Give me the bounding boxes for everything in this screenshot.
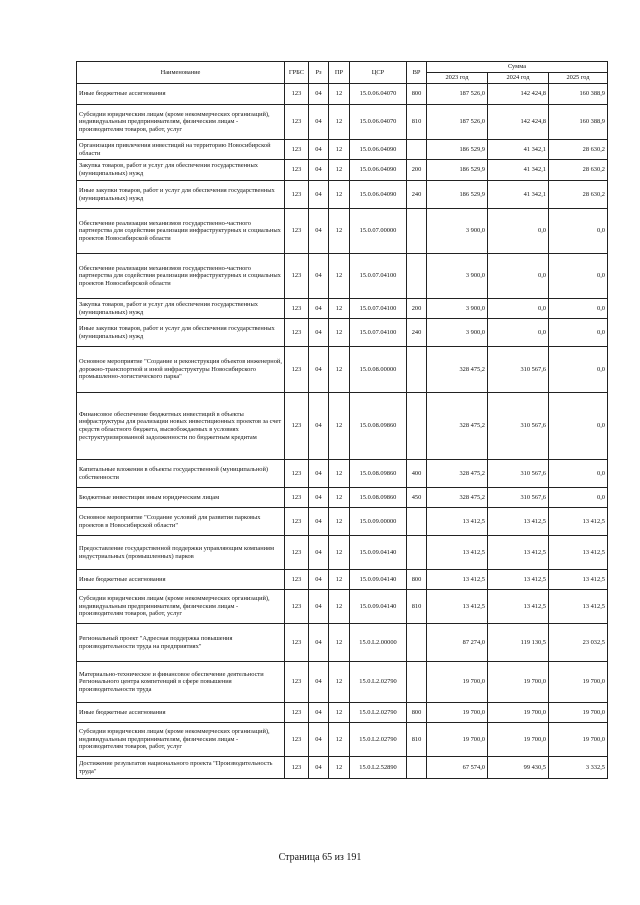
row-csr: 15.0.07.04100 [350,319,407,347]
row-csr: 15.0.06.04090 [350,181,407,209]
row-grbs: 123 [285,105,309,140]
row-vr [407,662,427,703]
row-sum-2024: 13 412,5 [488,570,549,590]
row-name: Бюджетные инвестиции иным юридическим лицам [77,488,285,508]
row-pr: 12 [329,508,350,536]
row-sum-2025: 0,0 [549,393,608,460]
row-name: Капитальные вложения в объекты государственной (муниципальной) собственности [77,460,285,488]
row-pr: 12 [329,140,350,160]
row-pr: 12 [329,254,350,299]
row-sum-2025: 160 388,9 [549,84,608,105]
row-pr: 12 [329,703,350,723]
row-vr: 450 [407,488,427,508]
row-sum-2024: 19 700,0 [488,723,549,757]
row-csr: 15.0.06.04070 [350,105,407,140]
row-sum-2025: 13 412,5 [549,570,608,590]
row-name: Закупка товаров, работ и услуг для обеспечения государственных (муниципальных) нужд [77,160,285,181]
row-pr: 12 [329,84,350,105]
row-csr: 15.0.09.04140 [350,536,407,570]
row-sum-2025: 0,0 [549,347,608,393]
row-pr: 12 [329,723,350,757]
row-grbs: 123 [285,662,309,703]
header-2023: 2023 год [427,73,488,84]
row-sum-2025: 0,0 [549,319,608,347]
row-grbs: 123 [285,488,309,508]
row-grbs: 123 [285,319,309,347]
table-row [77,84,608,105]
header-grbs: ГРБС [285,62,309,84]
row-sum-2025: 13 412,5 [549,508,608,536]
row-vr [407,757,427,779]
row-sum-2024: 41 342,1 [488,160,549,181]
header-rz: Рз [309,62,329,84]
row-name: Основное мероприятие "Создание и реконструкция объектов инженерной, дорожно-транспортной и иной инфраструктуры Новосибирского промышленно-логистического парка" [77,347,285,393]
row-name: Финансовое обеспечение бюджетных инвестиций в объекты инфраструктуры для реализации новых инвестиционных проектов за счет средств областного бюджета, высвобождаемых в условиях реструктуризированной задолженности по бюджетным кредитам [77,393,285,460]
row-csr: 15.0.L2.02790 [350,723,407,757]
row-name: Иные закупки товаров, работ и услуг для обеспечения государственных (муниципальных) нужд [77,181,285,209]
row-pr: 12 [329,570,350,590]
row-name: Обеспечение реализации механизмов государственно-частного партнерства для содействия реализации инфраструктурных и социальных проектов Новосибирской области [77,254,285,299]
row-sum-2024: 310 567,6 [488,460,549,488]
row-rz: 04 [309,590,329,624]
table-row [77,393,608,460]
row-pr: 12 [329,488,350,508]
row-sum-2023: 19 700,0 [427,723,488,757]
row-rz: 04 [309,570,329,590]
row-csr: 15.0.06.04090 [350,140,407,160]
row-grbs: 123 [285,254,309,299]
row-name: Иные закупки товаров, работ и услуг для обеспечения государственных (муниципальных) нужд [77,319,285,347]
row-grbs: 123 [285,209,309,254]
row-sum-2025: 160 388,9 [549,105,608,140]
row-sum-2024: 13 412,5 [488,508,549,536]
row-rz: 04 [309,488,329,508]
row-sum-2024: 41 342,1 [488,140,549,160]
row-rz: 04 [309,393,329,460]
table-row [77,160,608,181]
row-sum-2024: 310 567,6 [488,393,549,460]
row-rz: 04 [309,508,329,536]
row-csr: 15.0.L2.02790 [350,703,407,723]
row-grbs: 123 [285,460,309,488]
row-csr: 15.0.09.04140 [350,570,407,590]
row-rz: 04 [309,662,329,703]
row-vr [407,347,427,393]
row-sum-2024: 0,0 [488,319,549,347]
row-name: Обеспечение реализации механизмов государственно-частного партнерства для содействия реализации инфраструктурных и социальных проектов Новосибирской области [77,209,285,254]
row-sum-2023: 186 529,9 [427,160,488,181]
table-row [77,254,608,299]
row-vr: 800 [407,84,427,105]
table-row [77,181,608,209]
row-sum-2025: 13 412,5 [549,590,608,624]
row-rz: 04 [309,723,329,757]
row-sum-2024: 142 424,8 [488,84,549,105]
row-pr: 12 [329,460,350,488]
row-vr [407,624,427,662]
row-vr: 240 [407,319,427,347]
row-vr [407,254,427,299]
row-grbs: 123 [285,723,309,757]
row-pr: 12 [329,181,350,209]
row-sum-2023: 13 412,5 [427,508,488,536]
table-row [77,624,608,662]
row-sum-2024: 310 567,6 [488,488,549,508]
row-sum-2023: 328 475,2 [427,347,488,393]
row-pr: 12 [329,757,350,779]
row-sum-2024: 19 700,0 [488,703,549,723]
row-rz: 04 [309,624,329,662]
table-row [77,536,608,570]
row-vr: 810 [407,723,427,757]
table-row [77,757,608,779]
row-name: Основное мероприятие "Создание условий для развития парковых проектов в Новосибирской области" [77,508,285,536]
row-rz: 04 [309,105,329,140]
row-name: Региональный проект "Адресная поддержка повышения производительности труда на предприятиях" [77,624,285,662]
row-vr: 810 [407,105,427,140]
row-sum-2023: 3 900,0 [427,209,488,254]
row-csr: 15.0.09.00000 [350,508,407,536]
header-name: Наименование [77,62,285,84]
row-grbs: 123 [285,624,309,662]
row-sum-2023: 186 529,9 [427,140,488,160]
row-vr: 200 [407,299,427,319]
row-rz: 04 [309,536,329,570]
row-sum-2025: 19 700,0 [549,723,608,757]
table-row [77,347,608,393]
table-row [77,570,608,590]
row-sum-2025: 0,0 [549,209,608,254]
row-sum-2023: 3 900,0 [427,254,488,299]
row-csr: 15.0.06.04070 [350,84,407,105]
row-sum-2023: 186 529,9 [427,181,488,209]
row-grbs: 123 [285,393,309,460]
row-vr: 800 [407,570,427,590]
row-rz: 04 [309,181,329,209]
row-name: Закупка товаров, работ и услуг для обеспечения государственных (муниципальных) нужд [77,299,285,319]
row-sum-2025: 28 630,2 [549,140,608,160]
row-grbs: 123 [285,590,309,624]
row-sum-2024: 310 567,6 [488,347,549,393]
row-sum-2024: 0,0 [488,209,549,254]
header-pr: ПР [329,62,350,84]
row-name: Достижение результатов национального проекта "Производительность труда" [77,757,285,779]
row-rz: 04 [309,757,329,779]
row-sum-2024: 119 130,5 [488,624,549,662]
table-row [77,460,608,488]
row-name: Субсидии юридическим лицам (кроме некоммерческих организаций), индивидуальным предпринимателям, физическим лицам - производителям товаров, работ, услуг [77,105,285,140]
row-csr: 15.0.09.04140 [350,590,407,624]
row-grbs: 123 [285,347,309,393]
row-rz: 04 [309,703,329,723]
row-name: Иные бюджетные ассигнования [77,84,285,105]
row-vr: 810 [407,590,427,624]
row-sum-2025: 0,0 [549,488,608,508]
row-grbs: 123 [285,181,309,209]
row-rz: 04 [309,84,329,105]
row-name: Иные бюджетные ассигнования [77,703,285,723]
row-grbs: 123 [285,84,309,105]
row-vr: 200 [407,160,427,181]
row-pr: 12 [329,393,350,460]
row-name: Материально-техническое и финансовое обеспечение деятельности Регионального центра компетенций в сфере повышения производительности труда [77,662,285,703]
row-sum-2023: 19 700,0 [427,703,488,723]
row-sum-2023: 13 412,5 [427,536,488,570]
row-pr: 12 [329,536,350,570]
row-sum-2023: 187 526,0 [427,84,488,105]
header-2025: 2025 год [549,73,608,84]
row-sum-2024: 19 700,0 [488,662,549,703]
table-row [77,703,608,723]
row-sum-2025: 28 630,2 [549,160,608,181]
header-vr: ВР [407,62,427,84]
row-rz: 04 [309,140,329,160]
table-row [77,209,608,254]
row-name: Предоставление государственной поддержки управляющим компаниям индустриальных (промышленных) парков [77,536,285,570]
row-sum-2025: 3 332,5 [549,757,608,779]
row-vr [407,393,427,460]
table-row [77,508,608,536]
table-row [77,662,608,703]
row-grbs: 123 [285,508,309,536]
row-sum-2024: 0,0 [488,254,549,299]
row-pr: 12 [329,209,350,254]
row-sum-2023: 328 475,2 [427,393,488,460]
row-sum-2025: 0,0 [549,460,608,488]
row-sum-2025: 19 700,0 [549,703,608,723]
row-pr: 12 [329,662,350,703]
row-pr: 12 [329,590,350,624]
header-sum: Сумма [427,62,608,73]
row-rz: 04 [309,460,329,488]
row-vr: 240 [407,181,427,209]
table-row [77,299,608,319]
row-name: Организация привлечения инвестиций на территорию Новосибирской области [77,140,285,160]
budget-table [76,61,608,779]
row-sum-2023: 13 412,5 [427,570,488,590]
row-sum-2023: 328 475,2 [427,488,488,508]
row-sum-2023: 19 700,0 [427,662,488,703]
table-row [77,590,608,624]
row-vr: 800 [407,703,427,723]
row-vr: 400 [407,460,427,488]
row-vr [407,536,427,570]
row-grbs: 123 [285,757,309,779]
row-rz: 04 [309,209,329,254]
row-grbs: 123 [285,536,309,570]
row-rz: 04 [309,347,329,393]
row-csr: 15.0.07.00000 [350,209,407,254]
row-csr: 15.0.L2.02790 [350,662,407,703]
header-2024: 2024 год [488,73,549,84]
row-pr: 12 [329,624,350,662]
row-sum-2023: 328 475,2 [427,460,488,488]
table-row [77,723,608,757]
page-number: Страница 65 из 191 [278,852,362,863]
row-sum-2023: 13 412,5 [427,590,488,624]
row-csr: 15.0.08.00000 [350,347,407,393]
row-csr: 15.0.08.09860 [350,393,407,460]
row-name: Субсидии юридическим лицам (кроме некоммерческих организаций), индивидуальным предпринимателям, физическим лицам - производителям товаров, работ, услуг [77,723,285,757]
row-sum-2024: 13 412,5 [488,536,549,570]
header-csr: ЦСР [350,62,407,84]
row-rz: 04 [309,299,329,319]
row-sum-2025: 23 032,5 [549,624,608,662]
row-pr: 12 [329,105,350,140]
row-sum-2024: 142 424,8 [488,105,549,140]
row-grbs: 123 [285,703,309,723]
row-vr [407,209,427,254]
row-csr: 15.0.07.04100 [350,299,407,319]
row-sum-2023: 3 900,0 [427,319,488,347]
table-body [77,84,608,779]
row-pr: 12 [329,347,350,393]
row-csr: 15.0.08.09860 [350,460,407,488]
row-sum-2025: 0,0 [549,254,608,299]
row-csr: 15.0.07.04100 [350,254,407,299]
row-csr: 15.0.L2.52890 [350,757,407,779]
row-sum-2025: 13 412,5 [549,536,608,570]
row-name: Субсидии юридическим лицам (кроме некоммерческих организаций), индивидуальным предпринимателям, физическим лицам - производителям товаров, работ, услуг [77,590,285,624]
table-row [77,488,608,508]
row-rz: 04 [309,254,329,299]
row-grbs: 123 [285,160,309,181]
row-rz: 04 [309,160,329,181]
row-grbs: 123 [285,299,309,319]
row-vr [407,508,427,536]
table-row [77,319,608,347]
row-rz: 04 [309,319,329,347]
row-sum-2024: 41 342,1 [488,181,549,209]
row-csr: 15.0.L2.00000 [350,624,407,662]
row-sum-2024: 0,0 [488,299,549,319]
row-pr: 12 [329,299,350,319]
row-sum-2024: 13 412,5 [488,590,549,624]
row-vr [407,140,427,160]
row-sum-2025: 0,0 [549,299,608,319]
row-sum-2023: 3 900,0 [427,299,488,319]
row-csr: 15.0.06.04090 [350,160,407,181]
row-csr: 15.0.08.09860 [350,488,407,508]
row-sum-2025: 19 700,0 [549,662,608,703]
row-sum-2023: 67 574,0 [427,757,488,779]
row-sum-2023: 87 274,0 [427,624,488,662]
row-grbs: 123 [285,140,309,160]
row-sum-2024: 99 430,5 [488,757,549,779]
row-pr: 12 [329,160,350,181]
row-pr: 12 [329,319,350,347]
table-row [77,105,608,140]
row-name: Иные бюджетные ассигнования [77,570,285,590]
row-sum-2023: 187 526,0 [427,105,488,140]
row-grbs: 123 [285,570,309,590]
table-row [77,140,608,160]
row-sum-2025: 28 630,2 [549,181,608,209]
